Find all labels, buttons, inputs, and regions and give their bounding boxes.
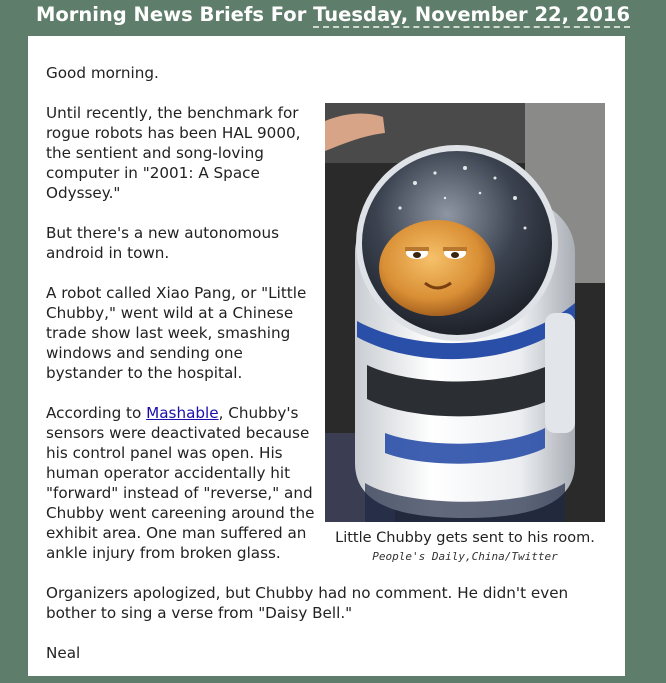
robot-photo <box>325 103 605 522</box>
signoff: Neal <box>46 644 81 662</box>
paragraph-hal: Until recently, the benchmark for rogue robots has been HAL 9000, the sentient and song-loving computer in "2001: A Space Odyssey." <box>46 104 301 202</box>
newsletter-header <box>0 0 666 36</box>
paragraph-xiao-pang: A robot called Xiao Pang, or "Little Chubby," went wild at a Chinese trade show last week, smashing windows and sending one bystander to the hospital. <box>46 284 307 382</box>
robot-illustration <box>325 103 605 522</box>
content-panel <box>28 36 625 676</box>
figure-caption: Little Chubby gets sent to his room. <box>335 530 595 546</box>
p4-after: , Chubby's sensors were deactivated because his control panel was open. His human operator accidentally hit "forward" instead of "reverse," and Chubby went careening around the exhibit area. One man suffered an ankle injury from broken glass. <box>46 404 315 562</box>
paragraph-android: But there's a new autonomous android in town. <box>46 224 279 262</box>
figure-credit: People's Daily,China/Twitter <box>372 550 558 563</box>
paragraph-organizers: Organizers apologized, but Chubby had no comment. He didn't even bother to sing a verse from "Daisy Bell." <box>46 584 569 622</box>
greeting: Good morning. <box>46 64 159 82</box>
p4-before: According to <box>46 404 147 422</box>
mashable-link[interactable]: Mashable <box>146 404 219 422</box>
paragraph-mashable <box>46 403 316 563</box>
header-prefix: Morning News Briefs For <box>35 3 314 26</box>
header-date: Tuesday, November 22, 2016 <box>313 3 631 26</box>
robot-figure <box>325 103 605 564</box>
